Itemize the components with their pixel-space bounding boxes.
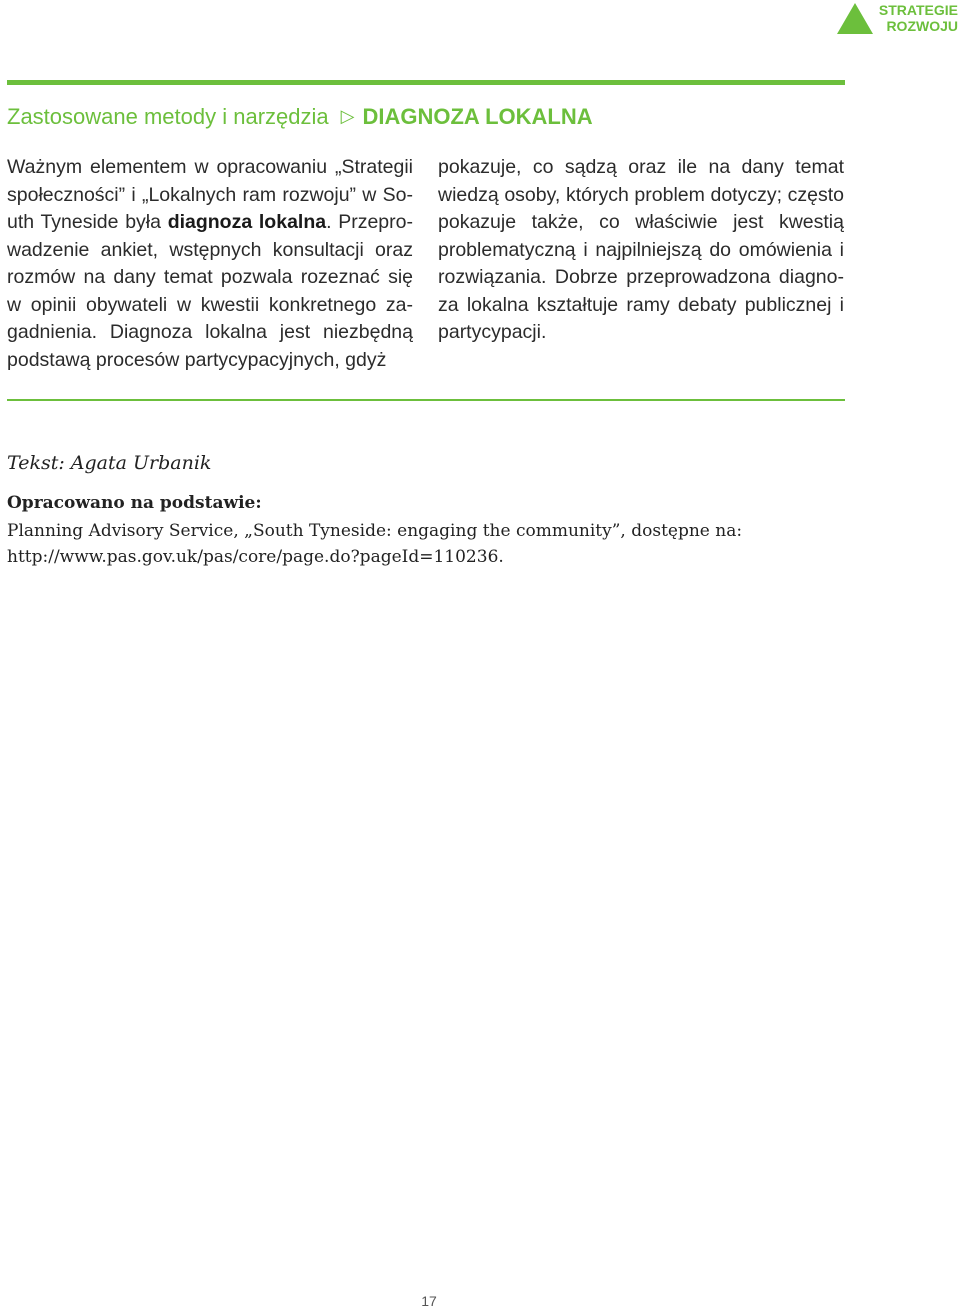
body-column-right (438, 154, 844, 347)
page-number: 17 (421, 1293, 437, 1309)
section-title: Zastosowane metody i narzędzia (7, 104, 329, 129)
body-column-left (7, 154, 413, 374)
source-reference (7, 518, 807, 570)
brand-line-2: ROZWOJU (886, 18, 958, 34)
brand-line-1: STRATEGIE (878, 2, 958, 18)
source-label: Opracowano na podstawie: (7, 493, 262, 513)
body-text-left-1: Ważnym elementem w opracowaniu „Strategii społeczności” i „Lokalnych ram rozwoju” w South Tyneside była (7, 156, 413, 233)
author-credit: Tekst: Agata Urbanik (7, 452, 212, 474)
play-arrow-icon: ▷ (340, 106, 355, 126)
topic-title: DIAGNOZA LOKALNA (362, 104, 593, 129)
body-text-left-2: . Przeprowadzenie ankiet, wstępnych konsultacji oraz rozmów na dany temat pozwala rozeznać się w opinii obywateli w kwestii konkretnego zagadnienia. Diagnoza lokalna jest niezbędną podstawą procesów partycypacyjnych, gdyż (7, 211, 413, 371)
brand-text (879, 2, 958, 34)
section-heading (7, 104, 593, 130)
body-text-right: pokazuje, co sądzą oraz ile na dany temat wiedzą osoby, których problem dotyczy; często pokazuje także, co właściwie jest kwestią problematyczną i najpilniejszą do omówienia i rozwiązania. Dobrze przeprowadzona diagnoza lokalna kształtuje ramy debaty publicznej i partycypacji. (438, 156, 844, 343)
top-divider (7, 80, 845, 85)
middle-divider (7, 399, 845, 401)
source-url[interactable]: http://www.pas.gov.uk/pas/core/page.do?pageId=110236. (7, 547, 504, 567)
source-line-1: Planning Advisory Service, „South Tyneside: engaging the community”, dostępne na: (7, 521, 743, 541)
triangle-logo-icon (837, 3, 873, 34)
brand-logo (837, 2, 958, 34)
body-text-bold: diagnoza lokalna (167, 211, 327, 233)
